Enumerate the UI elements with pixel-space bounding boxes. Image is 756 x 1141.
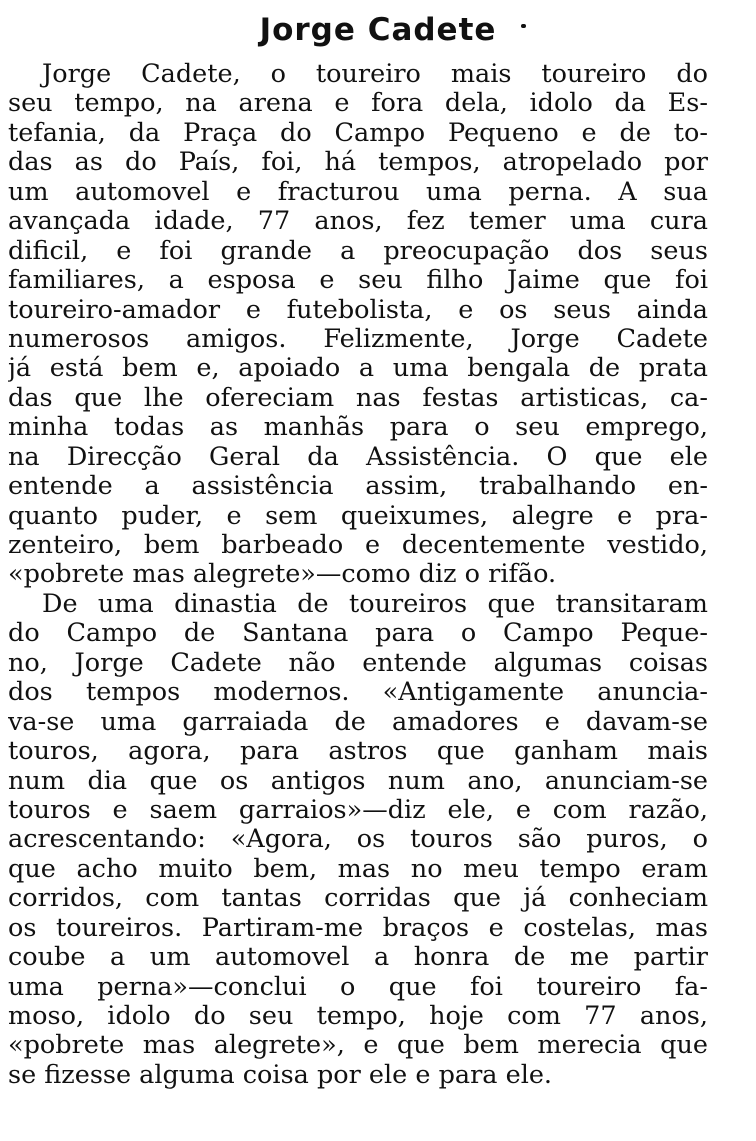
print-speck <box>521 24 526 28</box>
text-line: acrescentando: «Agora, os touros são puros, o <box>8 825 708 855</box>
text-line: va-se uma garraiada de amadores e davam-se <box>8 707 708 737</box>
text-line: touros, agora, para astros que ganham mais <box>8 737 708 767</box>
paragraph-2 <box>8 590 708 1090</box>
text-line: num dia que os antigos num ano, anunciam-se <box>8 766 708 796</box>
text-line: toureiro-amador e futebolista, e os seus ainda <box>8 295 708 325</box>
text-line: coube a um automovel a honra de me partir <box>8 943 708 973</box>
text-line: «pobrete mas alegrete»—como diz o rifão. <box>8 560 557 590</box>
text-line: avançada idade, 77 anos, fez temer uma cura <box>8 207 708 237</box>
text-line: De uma dinastia de toureiros que transitaram <box>42 589 708 619</box>
text-line: das que lhe ofereciam nas festas artisticas, ca- <box>8 383 708 413</box>
text-line: na Direcção Geral da Assistência. O que ele <box>8 442 708 472</box>
text-line: «pobrete mas alegrete», e que bem merecia que <box>8 1031 708 1061</box>
text-line: minha todas as manhãs para o seu emprego, <box>8 413 708 443</box>
text-line: dificil, e foi grande a preocupação dos seus <box>8 236 708 266</box>
text-line: uma perna»—conclui o que foi toureiro fa- <box>8 972 708 1002</box>
text-line: touros e saem garraios»—diz ele, e com razão, <box>8 795 708 825</box>
text-line: no, Jorge Cadete não entende algumas coisas <box>8 648 708 678</box>
text-line: moso, idolo do seu tempo, hoje com 77 anos, <box>8 1002 708 1031</box>
text-line: do Campo de Santana para o Campo Peque- <box>8 619 708 649</box>
text-line: numerosos amigos. Felizmente, Jorge Cadete <box>8 324 708 354</box>
text-line: tefania, da Praça do Campo Pequeno e de to- <box>8 118 708 148</box>
text-line: seu tempo, na arena e fora dela, idolo da Es- <box>8 89 708 119</box>
text-line: os toureiros. Partiram-me braços e costelas, mas <box>8 913 708 943</box>
text-line: se fizesse alguma coisa por ele e para ele. <box>8 1060 553 1090</box>
text-line: dos tempos modernos. «Antigamente anuncia- <box>8 678 708 708</box>
text-line: entende a assistência assim, trabalhando en- <box>8 472 708 502</box>
text-line: que acho muito bem, mas no meu tempo eram <box>8 854 708 884</box>
text-line: um automovel e fracturou uma perna. A sua <box>8 177 708 207</box>
paragraph-1 <box>8 60 708 590</box>
text-line: Jorge Cadete, o toureiro mais toureiro do <box>42 60 708 89</box>
text-line: corridos, com tantas corridas que já conheciam <box>8 884 708 914</box>
text-line: das as do País, foi, há tempos, atropelado por <box>8 148 708 178</box>
text-line: quanto puder, e sem queixumes, alegre e pra- <box>8 501 708 531</box>
article-title: Jorge Cadete <box>259 12 497 48</box>
article-body <box>8 60 708 1090</box>
text-line: já está bem e, apoiado a uma bengala de prata <box>8 354 708 384</box>
text-line: zenteiro, bem barbeado e decentemente vestido, <box>8 531 708 560</box>
text-line: familiares, a esposa e seu filho Jaime que foi <box>8 266 708 296</box>
